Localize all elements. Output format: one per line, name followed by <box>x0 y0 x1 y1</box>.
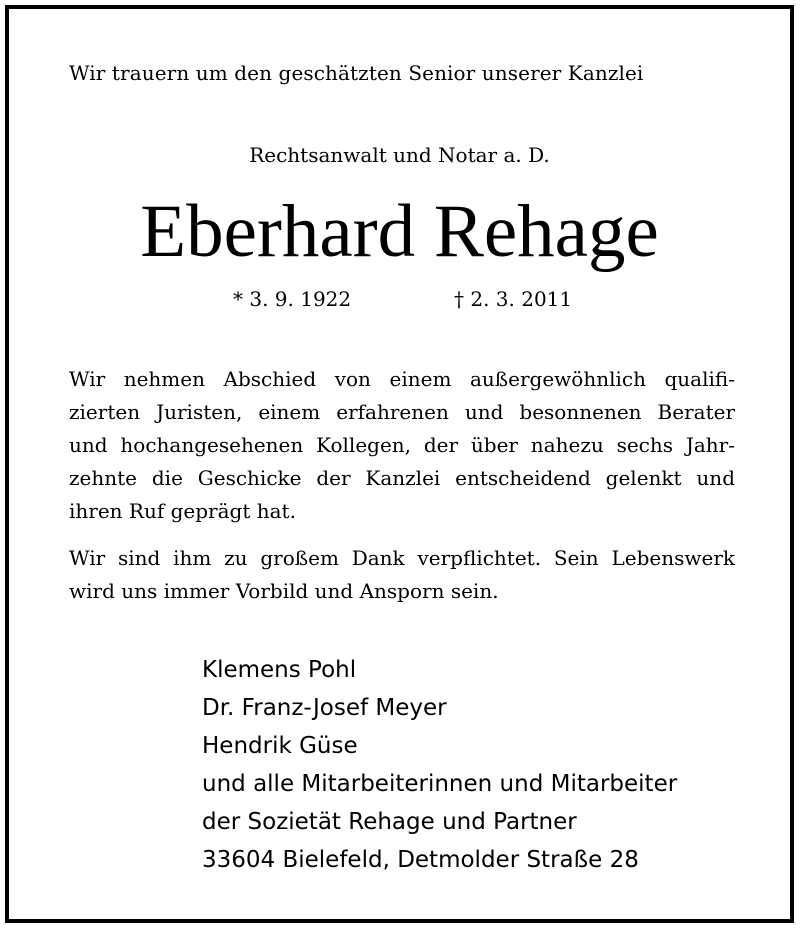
tribute-line: und hochangesehenen Kollegen, der über nahezu sechs Jahr- <box>69 433 735 457</box>
intro-line: Wir trauern um den geschätzten Senior unserer Kanzlei <box>69 61 644 85</box>
signatory: Hendrik Güse <box>202 733 358 759</box>
firm-name: der Sozietät Rehage und Partner <box>202 809 577 835</box>
birth-date: * 3. 9. 1922 <box>233 287 352 311</box>
death-date: † 2. 3. 2011 <box>454 287 573 311</box>
gratitude-line: Wir sind ihm zu großem Dank verpflichtet. Sein Lebenswerk <box>69 546 735 570</box>
firm-address: 33604 Bielefeld, Detmolder Straße 28 <box>202 847 639 873</box>
signatory: Dr. Franz-Josef Meyer <box>202 695 447 721</box>
gratitude-line: wird uns immer Vorbild und Ansporn sein. <box>69 579 499 603</box>
signatories-list <box>202 651 677 879</box>
tribute-line: Wir nehmen Abschied von einem außergewöhnlich qualifi- <box>69 367 735 391</box>
tribute-paragraph <box>69 363 735 528</box>
profession-title: Rechtsanwalt und Notar a. D. <box>249 143 550 167</box>
deceased-name: Eberhard Rehage <box>140 190 659 273</box>
tribute-line: zierten Juristen, einem erfahrenen und besonnenen Berater <box>69 400 735 424</box>
signatory: Klemens Pohl <box>202 657 357 683</box>
obituary-notice <box>5 5 794 923</box>
tribute-line: zehnte die Geschicke der Kanzlei entscheidend gelenkt und <box>69 466 735 490</box>
tribute-line: ihren Ruf geprägt hat. <box>69 499 296 523</box>
signatory: und alle Mitarbeiterinnen und Mitarbeiter <box>202 771 678 797</box>
gratitude-paragraph <box>69 542 735 608</box>
